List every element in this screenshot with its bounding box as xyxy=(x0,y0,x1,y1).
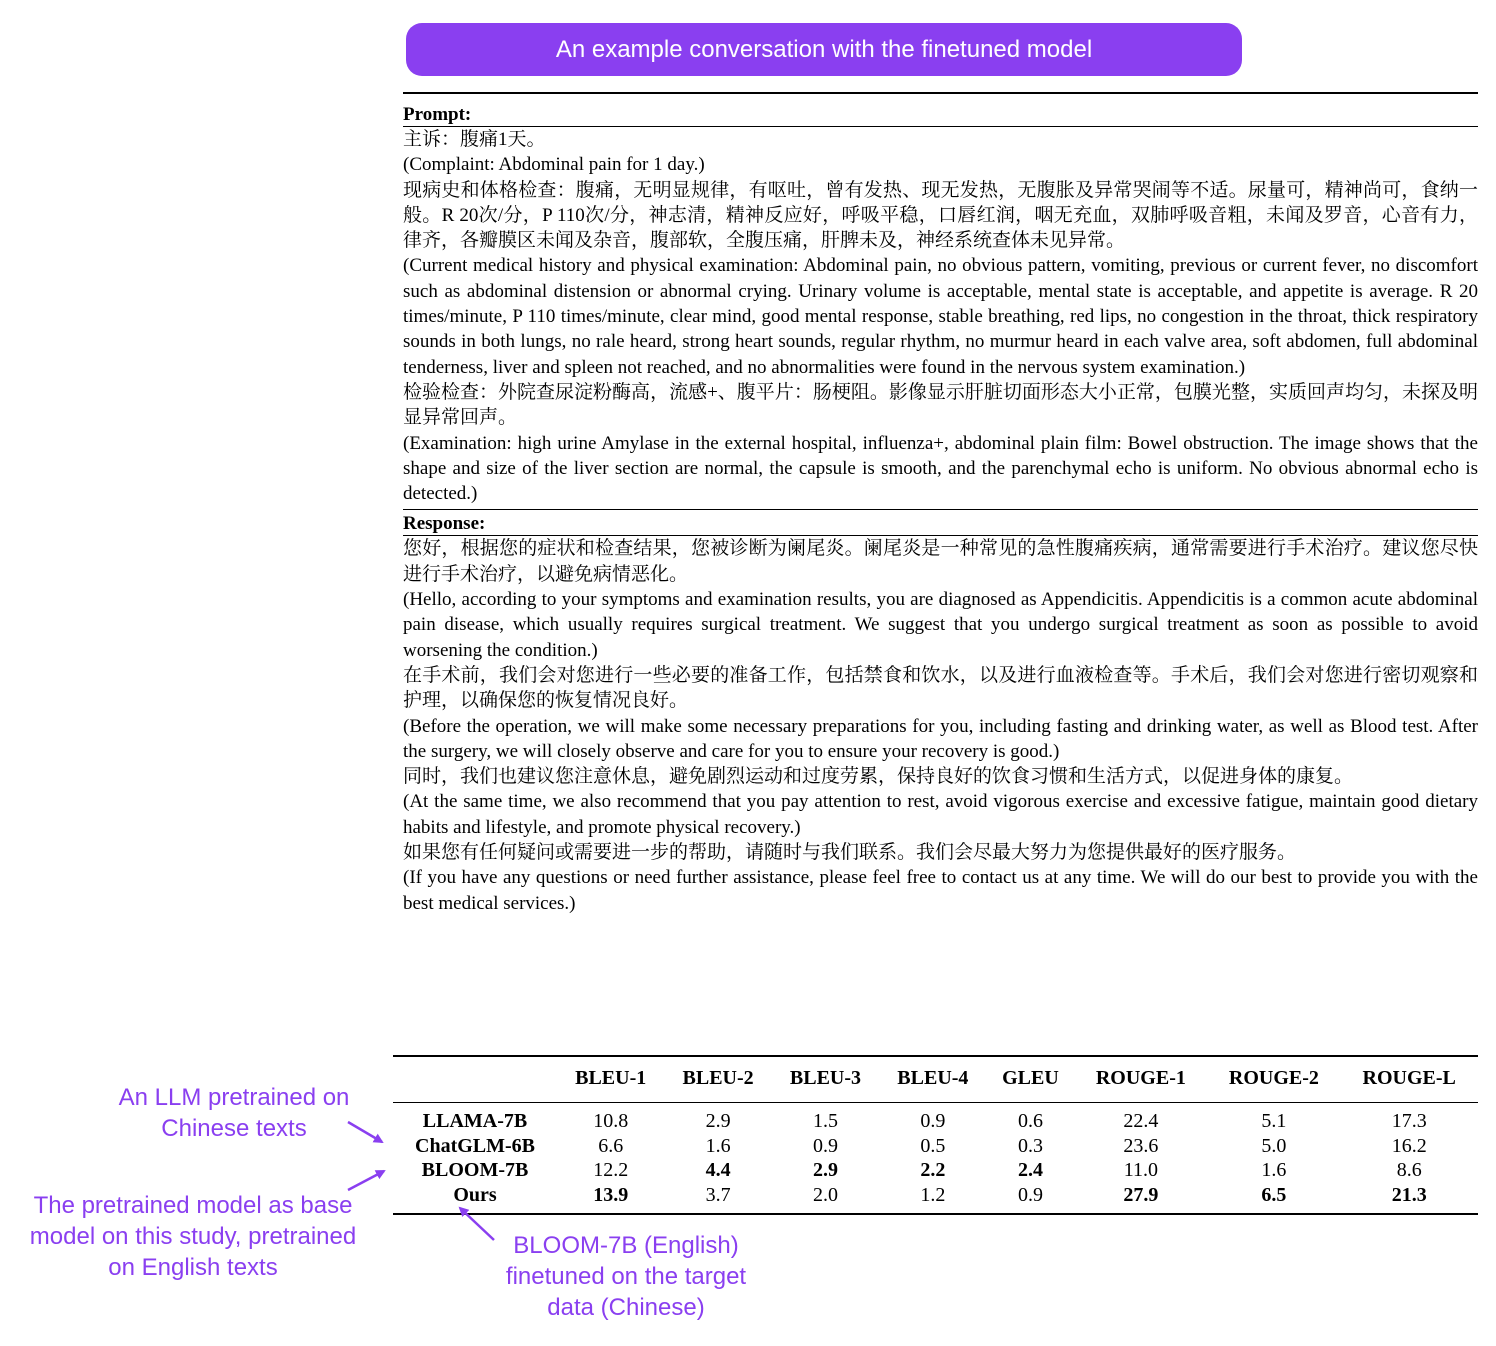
prompt-paragraph: 现病史和体格检查：腹痛，无明显规律，有呕吐，曾有发热、现无发热，无腹胀及异常哭闹等不适。尿量可，精神尚可，食纳一般。R 20次/分，P 110次/分，神志清，精神反应好，呼吸平稳，口唇红润，咽无充血，双肺呼吸音粗，未闻及罗音，心音有力，律齐，各瓣膜区未闻及杂音，腹部软，全腹压痛，肝脾未及，神经系统查体未见异常。 xyxy=(403,179,1478,252)
header-cell: BLEU-1 xyxy=(557,1056,664,1103)
score-cell: 0.3 xyxy=(1017,1134,1043,1157)
score-cell: 4.4 xyxy=(705,1159,731,1181)
annotation-base-model: The pretrained model as base model on this study, pretrained on English texts xyxy=(29,1192,357,1281)
score-cell: 0.6 xyxy=(1017,1110,1043,1132)
model-name-cell: Ours xyxy=(393,1183,557,1215)
response-paragraph: 在手术前，我们会对您进行一些必要的准备工作，包括禁食和饮水，以及进行血液检查等。手术后，我们会对您进行密切观察和护理，以确保您的恢复情况良好。 xyxy=(403,664,1478,712)
score-cell: 1.6 xyxy=(1261,1159,1287,1181)
arrow-ours xyxy=(460,1208,494,1240)
prompt-paragraph: 主诉：腹痛1天。 xyxy=(403,129,546,150)
model-name-cell: LLAMA-7B xyxy=(422,1110,528,1132)
score-cell: 1.5 xyxy=(812,1110,838,1132)
score-cell: 1.2 xyxy=(879,1183,986,1215)
score-cell: 2.9 xyxy=(705,1110,731,1132)
header-cell: ROUGE-1 xyxy=(1074,1056,1207,1103)
response-paragraph: 同时，我们也建议您注意休息，避免剧烈运动和过度劳累，保持良好的饮食习惯和生活方式，以促进身体的康复。 xyxy=(403,766,1354,788)
arrow-chinese-llm xyxy=(348,1122,382,1142)
annotation-chinese-llm: An LLM pretrained on Chinese texts xyxy=(118,1084,350,1142)
score-cell: 10.8 xyxy=(593,1110,629,1132)
header-cell: BLEU-2 xyxy=(664,1056,771,1103)
score-cell: 13.9 xyxy=(557,1183,664,1215)
response-paragraph: (Before the operation, we will make some necessary preparations for you, including fasting and drinking water, as well as Blood test. After the surgery, we will closely observe and care for you to ensure your recovery is good.) xyxy=(403,715,1478,762)
score-cell: 6.6 xyxy=(598,1134,624,1157)
score-cell: 16.2 xyxy=(1391,1134,1427,1157)
score-cell: 6.5 xyxy=(1207,1183,1340,1215)
score-cell: 1.6 xyxy=(705,1134,731,1157)
score-cell: 0.5 xyxy=(920,1134,946,1157)
response-paragraph: 如果您有任何疑问或需要进一步的帮助，请随时与我们联系。我们会尽最大努力为您提供最好的医疗服务。 xyxy=(403,842,1297,864)
prompt-paragraph: (Complaint: Abdominal pain for 1 day.) xyxy=(403,154,705,176)
prompt-paragraph: (Examination: high urine Amylase in the external hospital, influenza+, abdominal plain film: Bowel obstruction. The image shows that the shape and size of the liver section are normal, the capsule is smooth, and the parenchymal echo is uniform. No obvious abnormal echo is detected.) xyxy=(403,432,1478,505)
score-cell: 0.9 xyxy=(920,1110,946,1132)
model-name-cell: ChatGLM-6B xyxy=(415,1134,535,1157)
prompt-label: Prompt: xyxy=(403,104,472,125)
score-cell: 5.1 xyxy=(1261,1110,1287,1132)
header-cell: ROUGE-L xyxy=(1340,1056,1478,1103)
score-cell: 22.4 xyxy=(1123,1110,1159,1132)
score-cell: 8.6 xyxy=(1396,1159,1422,1181)
annotation-ours: BLOOM-7B (English) finetuned on the target data (Chinese) xyxy=(505,1232,747,1321)
header-cell: BLEU-4 xyxy=(879,1056,986,1103)
response-label: Response: xyxy=(403,513,486,535)
response-paragraph: (At the same time, we also recommend that you pay attention to rest, avoid vigorous exercise and excessive fatigue, maintain good dietary habits and lifestyle, and promote physical recovery.) xyxy=(403,791,1478,838)
banner-title: An example conversation with the finetuned model xyxy=(555,35,1093,63)
score-cell: 27.9 xyxy=(1074,1183,1207,1215)
score-cell: 3.7 xyxy=(664,1183,771,1215)
score-cell: 5.0 xyxy=(1261,1134,1287,1157)
header-cell: BLEU-3 xyxy=(772,1056,879,1103)
score-cell: 2.9 xyxy=(812,1159,838,1181)
score-cell: 11.0 xyxy=(1123,1159,1158,1181)
score-cell: 17.3 xyxy=(1391,1110,1427,1132)
response-paragraph: (If you have any questions or need further assistance, please feel free to contact us at any time. We will do our best to provide you with the best medical services.) xyxy=(403,867,1478,914)
score-cell: 23.6 xyxy=(1123,1134,1159,1157)
prompt-paragraph: 检验检查：外院查尿淀粉酶高，流感+、腹平片：肠梗阻。影像显示肝脏切面形态大小正常，包膜光整，实质回声均匀，未探及明显异常回声。 xyxy=(403,381,1478,429)
score-cell: 2.4 xyxy=(1017,1159,1043,1181)
header-cell: ROUGE-2 xyxy=(1207,1056,1340,1103)
response-paragraph: (Hello, according to your symptoms and examination results, you are diagnosed as Appendicitis. Appendicitis is a common acute abdominal pain disease, which usually requires surgical treatment. We suggest that you undergo surgical treatment as soon as possible to avoid worsening the condition.) xyxy=(403,589,1478,661)
model-name-cell: BLOOM-7B xyxy=(421,1159,529,1181)
score-cell: 12.2 xyxy=(593,1159,629,1181)
arrow-base-model xyxy=(348,1171,384,1190)
score-cell: 0.9 xyxy=(812,1134,838,1157)
score-cell: 21.3 xyxy=(1340,1183,1478,1215)
response-paragraph: 您好，根据您的症状和检查结果，您被诊断为阑尾炎。阑尾炎是一种常见的急性腹痛疾病，通常需要进行手术治疗。建议您尽快进行手术治疗，以避免病情恶化。 xyxy=(403,538,1478,585)
score-cell: 0.9 xyxy=(987,1183,1075,1215)
prompt-paragraph: (Current medical history and physical examination: Abdominal pain, no obvious pattern, vomiting, previous or current fever, no discomfort such as abdominal distension or abnormal crying. Urinary volume is acceptable, mental state is acceptable, and appetite is average. R 20 times/minute, P 110 times/minute, clear mind, good mental response, stable breathing, red lips, no congestion in the throat, thick respiratory sounds in both lungs, no rale heard, strong heart sounds, regular rhythm, no murmur heard in each valve area, soft abdomen, full abdominal tenderness, liver and spleen not reached, and no abnormalities were found in the nervous system examination.) xyxy=(403,255,1478,378)
score-cell: 2.0 xyxy=(772,1183,879,1215)
score-cell: 2.2 xyxy=(920,1159,946,1181)
header-cell: GLEU xyxy=(987,1056,1075,1103)
